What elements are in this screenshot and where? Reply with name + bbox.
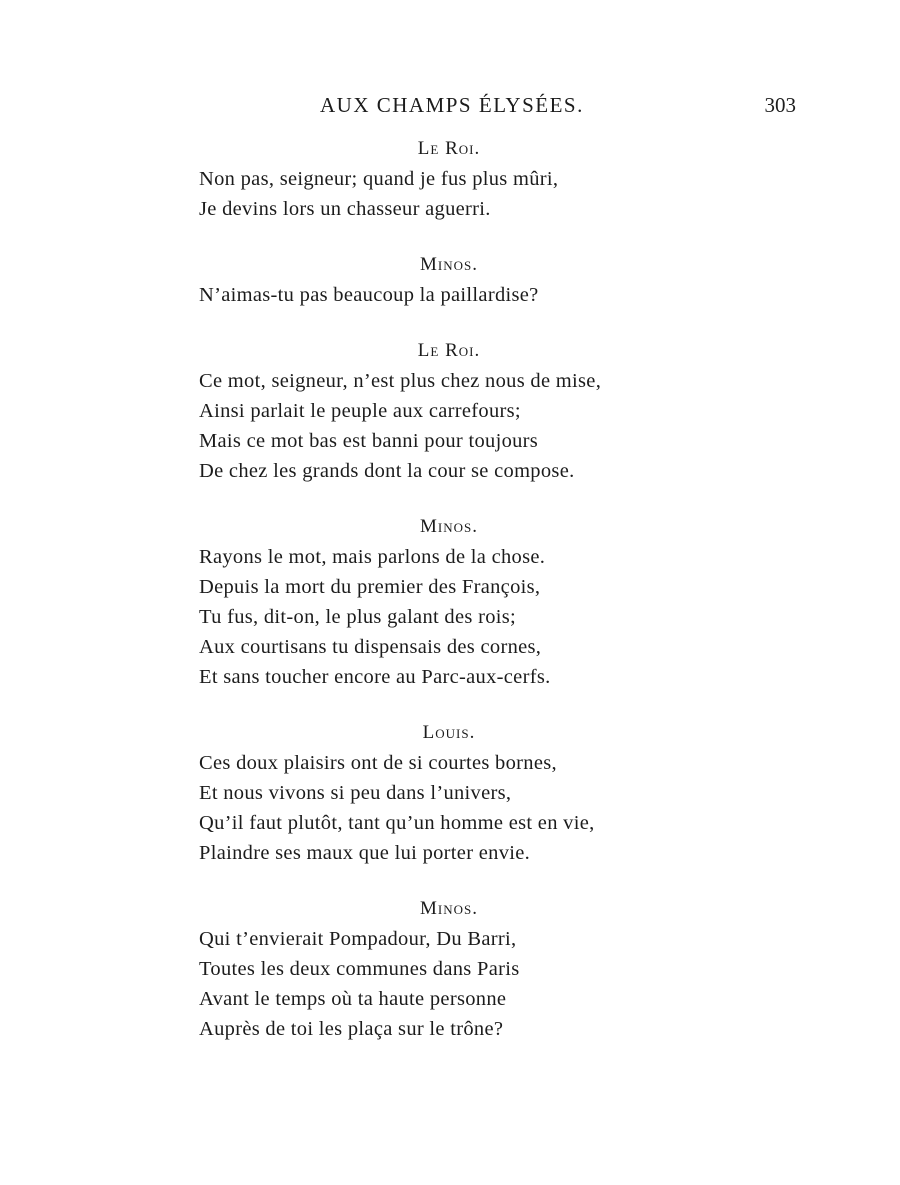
exchange (199, 250, 719, 310)
verse-line: Aux courtisans tu dispensais des cornes, (199, 636, 542, 658)
verse-line: Plaindre ses maux que lui porter envie. (199, 842, 531, 864)
verse-line: Depuis la mort du premier des François, (199, 576, 541, 598)
dialogue-text (199, 134, 719, 1070)
verse-line: Avant le temps où ta haute personne (199, 988, 507, 1010)
verse-line: Et sans toucher encore au Parc-aux-cerfs. (199, 666, 551, 688)
speaker-name: Minos. (420, 898, 478, 919)
running-title: AUX CHAMPS ÉLYSÉES. (320, 93, 584, 117)
verse-line: Rayons le mot, mais parlons de la chose. (199, 546, 546, 568)
page-number: 303 (764, 93, 796, 117)
verse-line: Et nous vivons si peu dans l’univers, (199, 782, 512, 804)
verse-line: Tu fus, dit-on, le plus galant des rois; (199, 606, 517, 628)
exchange (199, 894, 719, 1044)
verse-line: N’aimas-tu pas beaucoup la paillardise? (199, 284, 539, 306)
speaker-name: Le Roi. (417, 340, 481, 361)
exchange (199, 336, 719, 486)
verse-line: Toutes les deux communes dans Paris (199, 958, 520, 980)
verse-line: De chez les grands dont la cour se compose. (199, 460, 575, 482)
verse-line: Mais ce mot bas est banni pour toujours (199, 430, 539, 452)
verse-line: Qui t’envierait Pompadour, Du Barri, (199, 928, 517, 950)
verse-line: Je devins lors un chasseur aguerri. (199, 198, 491, 220)
verse-line: Ces doux plaisirs ont de si courtes bornes, (199, 752, 557, 774)
verse-line: Auprès de toi les plaça sur le trône? (199, 1018, 504, 1040)
exchange (199, 134, 719, 224)
speaker-name: Louis. (422, 722, 476, 743)
exchange (199, 718, 719, 868)
speaker-name: Minos. (420, 516, 478, 537)
exchange (199, 512, 719, 692)
verse-line: Ainsi parlait le peuple aux carrefours; (199, 400, 521, 422)
speaker-name: Minos. (420, 254, 478, 275)
speaker-name: Le Roi. (417, 138, 481, 159)
verse-line: Ce mot, seigneur, n’est plus chez nous de mise, (199, 370, 602, 392)
verse-line: Non pas, seigneur; quand je fus plus mûri, (199, 168, 559, 190)
running-head (0, 93, 900, 123)
verse-line: Qu’il faut plutôt, tant qu’un homme est en vie, (199, 812, 595, 834)
